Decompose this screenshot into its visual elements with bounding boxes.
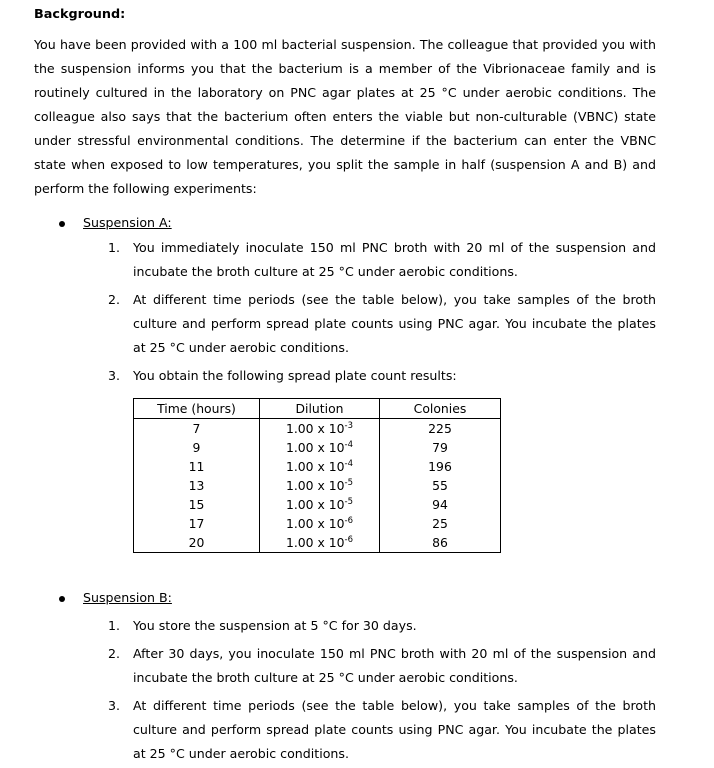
step-number: 2.: [108, 646, 121, 661]
step-text: You store the suspension at 5 °C for 30 days.: [133, 618, 417, 633]
plate-count-table: [133, 398, 501, 553]
step-text: You obtain the following spread plate count results:: [133, 368, 457, 383]
cell-time: 15: [134, 495, 260, 514]
header-colonies: Colonies: [380, 399, 501, 419]
table-row: [134, 457, 501, 476]
cell-colonies: 196: [380, 457, 501, 476]
cell-time: 7: [134, 419, 260, 439]
table-row: [134, 476, 501, 495]
cell-colonies: 79: [380, 438, 501, 457]
cell-time: 20: [134, 533, 260, 553]
step-text: At different time periods (see the table below), you take samples of the broth culture and perform spread plate counts using PNC agar. You incubate the plates at 25 °C under aerobic conditions.: [133, 292, 656, 355]
suspension-b-step-3: [108, 694, 656, 766]
step-number: 1.: [108, 618, 121, 633]
table-header-row: [134, 399, 501, 419]
cell-dilution: 1.00 x $10^{-5}$: [260, 476, 380, 495]
suspension-b-step-2: [108, 642, 656, 690]
cell-dilution: 1.00 x $10^{-4}$: [260, 438, 380, 457]
suspension-a-step-1: [108, 236, 656, 284]
table-row: [134, 419, 501, 439]
bullet-icon: [59, 596, 65, 602]
cell-dilution: 1.00 x $10^{-5}$: [260, 495, 380, 514]
cell-time: 9: [134, 438, 260, 457]
cell-time: 17: [134, 514, 260, 533]
step-text: You immediately inoculate 150 ml PNC broth with 20 ml of the suspension and incubate the broth culture at 25 °C under aerobic conditions.: [133, 240, 656, 279]
intro-paragraph: You have been provided with a 100 ml bacterial suspension. The colleague that provided you with the suspension informs you that the bacterium is a member of the Vibrionaceae family and is routinely cultured in the laboratory on PNC agar plates at 25 °C under aerobic conditions. The colleague also says that the bacterium often enters the viable but non-culturable (VBNC) state under stressful environmental conditions. The determine if the bacterium can enter the VBNC state when exposed to low temperatures, you split the sample in half (suspension A and B) and perform the following experiments:: [34, 37, 656, 196]
suspension-b-title: Suspension B:: [83, 590, 172, 605]
table-row: [134, 495, 501, 514]
step-text: After 30 days, you inoculate 150 ml PNC broth with 20 ml of the suspension and incubate the broth culture at 25 °C under aerobic conditions.: [133, 646, 656, 685]
suspension-a-step-2: [108, 288, 656, 360]
cell-colonies: 25: [380, 514, 501, 533]
step-number: 3.: [108, 698, 121, 713]
bullet-icon: [59, 221, 65, 227]
table-row: [134, 533, 501, 553]
header-time: Time (hours): [134, 399, 260, 419]
cell-colonies: 86: [380, 533, 501, 553]
cell-dilution: 1.00 x $10^{-3}$: [260, 419, 380, 439]
cell-time: 11: [134, 457, 260, 476]
suspension-b-step-1: [108, 614, 656, 638]
step-number: 1.: [108, 240, 121, 255]
suspension-a-step-3: [108, 364, 656, 388]
step-number: 2.: [108, 292, 121, 307]
step-number: 3.: [108, 368, 121, 383]
suspension-a-title: Suspension A:: [83, 215, 172, 230]
cell-colonies: 55: [380, 476, 501, 495]
cell-colonies: 94: [380, 495, 501, 514]
step-text: At different time periods (see the table below), you take samples of the broth culture and perform spread plate counts using PNC agar. You incubate the plates at 25 °C under aerobic conditions.: [133, 698, 656, 761]
cell-dilution: 1.00 x $10^{-6}$: [260, 533, 380, 553]
cell-colonies: 225: [380, 419, 501, 439]
table-row: [134, 514, 501, 533]
header-dilution: Dilution: [260, 399, 380, 419]
cell-dilution: 1.00 x $10^{-4}$: [260, 457, 380, 476]
cell-time: 13: [134, 476, 260, 495]
cell-dilution: 1.00 x $10^{-6}$: [260, 514, 380, 533]
background-heading: Background:: [34, 7, 126, 22]
table-row: [134, 438, 501, 457]
